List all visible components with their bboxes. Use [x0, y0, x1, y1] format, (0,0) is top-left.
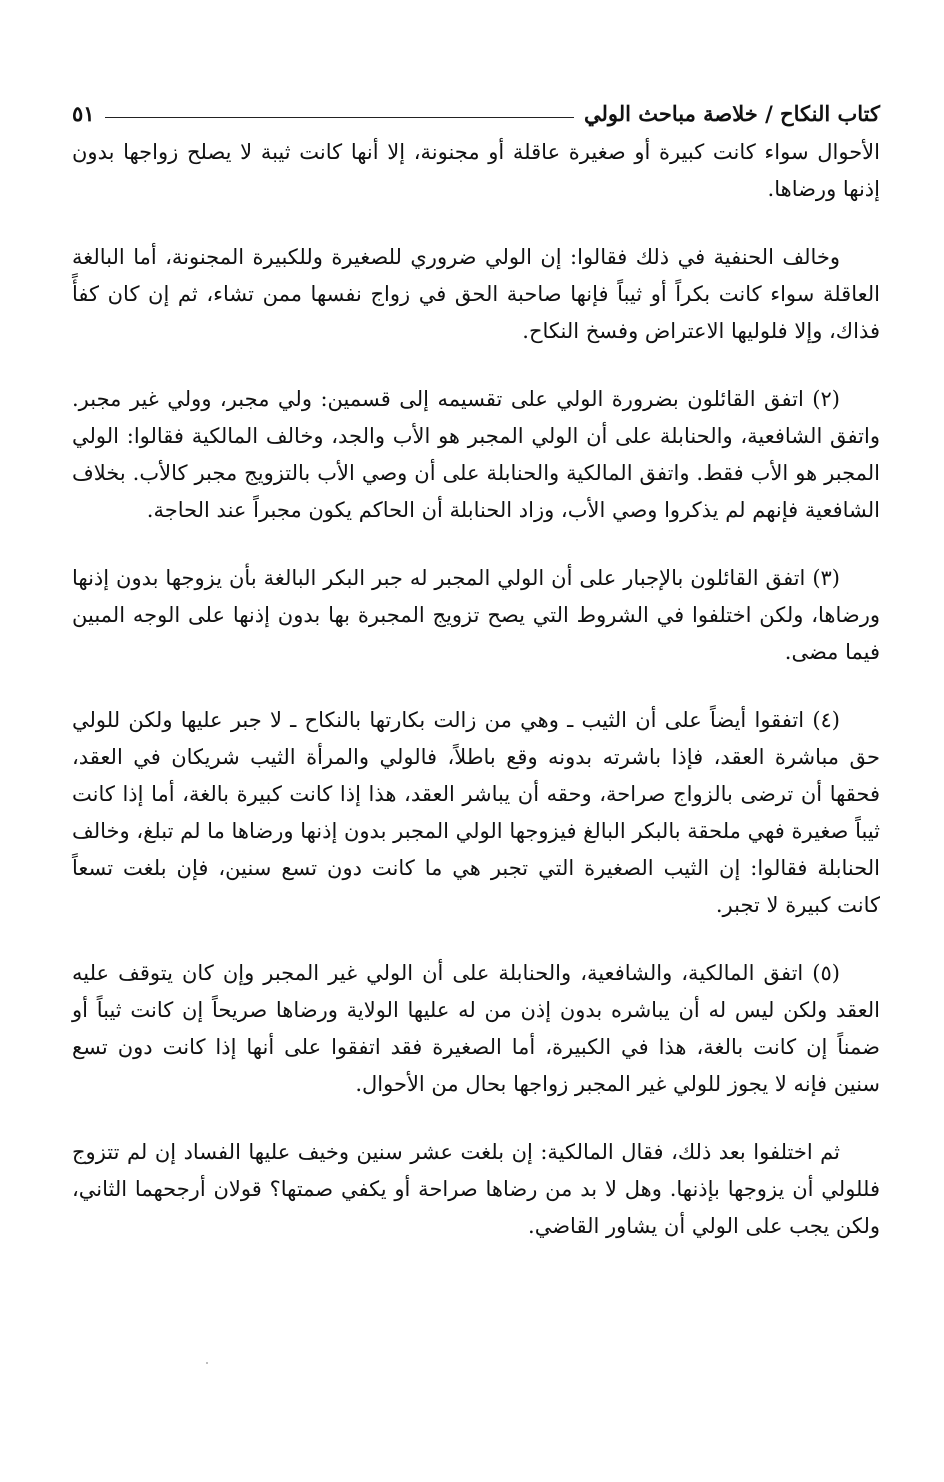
paragraph-point-3: (٣) اتفق القائلون بالإجبار على أن الولي المجبر له جبر البكر البالغة بأن يزوجها بدون إذنها ورضاها، ولكن اختلفوا في الشروط التي يصح تزويج المجبرة بها بدون إذنها على الوجه المبين فيما مضى.: [72, 566, 880, 664]
page-number: ٥١: [72, 100, 95, 126]
running-head-rule: [105, 117, 574, 118]
paragraph-point-2: (٢) اتفق القائلون بضرورة الولي على تقسيمه إلى قسمين: ولي مجبر، وولي غير مجبر. واتفق الشافعية، والحنابلة على أن الولي المجبر هو الأب والجد، وخالف المالكية فقالوا: الولي المجبر هو الأب فقط. واتفق المالكية والحنابلة على أن وصي الأب بالتزويج مجبر كالأب. بخلاف الشافعية فإنهم لم يذكروا وصي الأب، وزاد الحنابلة أن الحاكم يكون مجبراً عند الحاجة.: [72, 387, 880, 522]
running-head-title: كتاب النكاح / خلاصة مباحث الولي: [583, 100, 880, 126]
scan-speck: [206, 1362, 208, 1364]
body-text: [72, 134, 880, 1245]
paragraph-disagreement: ثم اختلفوا بعد ذلك، فقال المالكية: إن بلغت عشر سنين وخيف عليها الفساد إن لم تتزوج فللولي أن يزوجها بإذنها. وهل لا بد من رضاها صراحة أو يكفي صمتها؟ قولان أرجحهما الثاني، ولكن يجب على الولي أن يشاور القاضي.: [72, 1140, 880, 1238]
paragraph-point-5: (٥) اتفق المالكية، والشافعية، والحنابلة على أن الولي غير المجبر وإن كان يتوقف عليه العقد ولكن ليس له أن يباشره بدون إذن من له عليها الولاية ورضاها صريحاً إن كانت ثيباً أو ضمناً إن كانت بالغة، هذا في الكبيرة، أما الصغيرة فقد اتفقوا على أنها إذا كانت دون تسع سنين فإنه لا يجوز للولي غير المجبر زواجها بحال من الأحوال.: [72, 961, 880, 1096]
paragraph-point-4: (٤) اتفقوا أيضاً على أن الثيب ـ وهي من زالت بكارتها بالنكاح ـ لا جبر عليها ولكن للولي حق مباشرة العقد، فإذا باشرته بدونه وقع باطلاً، فالولي والمرأة الثيب شريكان في العقد، فحقها أن ترضى بالزواج صراحة، وحقه أن يباشر العقد، هذا إذا كانت كبيرة بالغة، أما إذا كانت ثيباً صغيرة فهي ملحقة بالبكر البالغ فيزوجها الولي المجبر بدون إذنها ورضاها ما لم تبلغ، وخالف الحنابلة فقالوا: إن الثيب الصغيرة التي تجبر هي ما كانت دون تسع سنين، فإن بلغت تسعاً كانت كبيرة لا تجبر.: [72, 708, 880, 917]
book-page: [72, 92, 880, 1276]
paragraph-hanafi-dissent: وخالف الحنفية في ذلك فقالوا: إن الولي ضروري للصغيرة وللكبيرة المجنونة، أما البالغة العاقلة سواء كانت بكراً أو ثيباً فإنها صاحبة الحق في زواج نفسها ممن تشاء، ثم إن كان كفأً فذاك، وإلا فلوليها الاعتراض وفسخ النكاح.: [72, 245, 880, 343]
running-head: [72, 92, 880, 134]
paragraph-continuation: الأحوال سواء كانت كبيرة أو صغيرة عاقلة أو مجنونة، إلا أنها كانت ثيبة لا يصلح زواجها بدون إذنها ورضاها.: [72, 140, 880, 201]
